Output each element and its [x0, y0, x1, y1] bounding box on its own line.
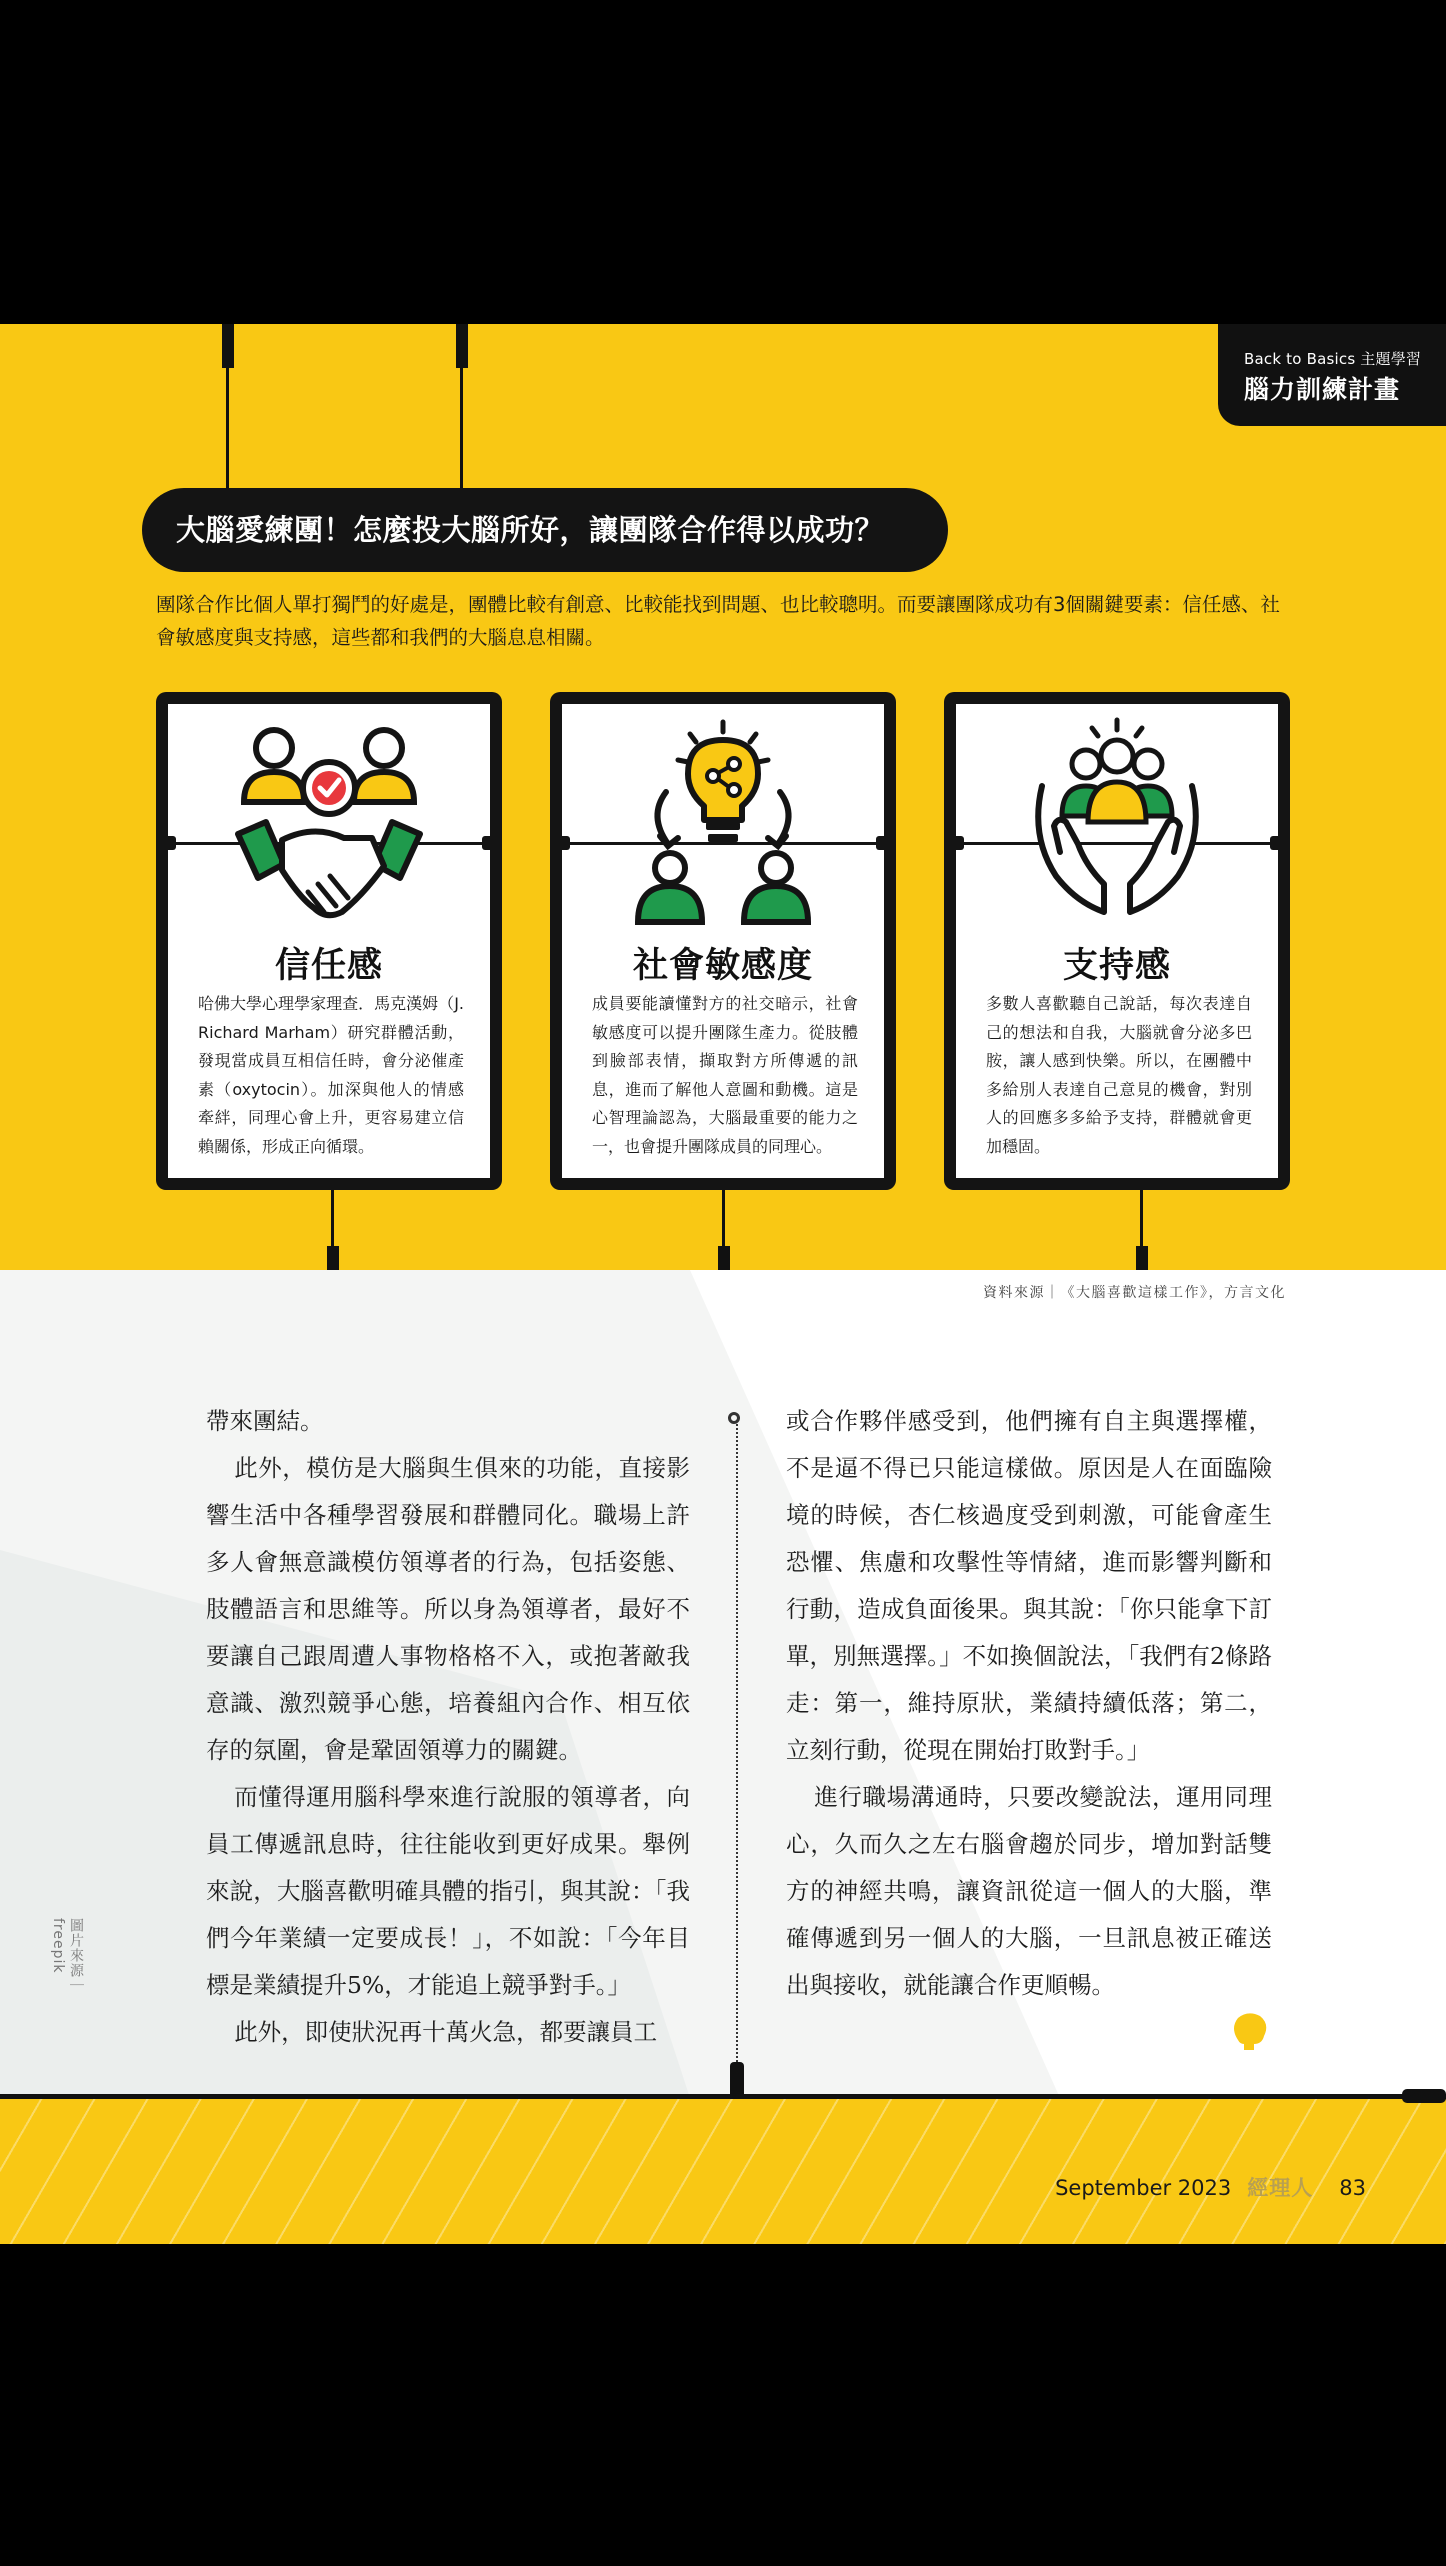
paragraph: 此外，模仿是大腦與生俱來的功能，直接影響生活中各種學習發展和群體同化。職場上許多人會無意識模仿領導者的行為，包括姿態、肢體語言和思維等。所以身為領導者，最好不要讓自己跟周遭人事物格格不入，或抱著敵我意識、激烈競爭心態，培養組內合作、相互依存的氛圍，會是鞏固領導力的關鍵。 — [206, 1454, 690, 1764]
card-rail-knob — [950, 836, 964, 850]
section-tag — [1218, 324, 1446, 426]
paragraph: 進行職場溝通時，只要改變說法，運用同理心，久而久之左右腦會趨於同步，增加對話雙方的神經共鳴，讓資訊從這一個人的大腦，準確傳遞到另一個人的大腦，一旦訊息被正確送出與接收，就能讓合作更順暢。 — [786, 1783, 1272, 1999]
card-support — [944, 692, 1290, 1190]
card-trust — [156, 692, 502, 1190]
magazine-name: 經理人 — [1247, 2176, 1314, 2200]
hanging-rod — [718, 1246, 730, 1270]
article-column-left — [206, 1398, 690, 2056]
column-divider — [736, 1420, 740, 2070]
card-social-sensitivity — [550, 692, 896, 1190]
feature-title: 大腦愛練團！怎麼投大腦所好，讓團隊合作得以成功？ — [142, 488, 948, 572]
hanging-rod — [327, 1246, 339, 1270]
card-title: 信任感 — [274, 946, 383, 986]
card-title: 支持感 — [1062, 946, 1171, 986]
bottom-margin — [0, 2244, 1446, 2566]
card-rail-knob — [482, 836, 496, 850]
paragraph: 帶來團結。 — [206, 1407, 324, 1435]
footer-rule — [0, 2094, 1446, 2099]
supporting-hands-icon — [1012, 716, 1222, 926]
column-divider-foot — [730, 2062, 744, 2098]
handshake-icon — [224, 716, 434, 926]
hanging-wire — [226, 366, 229, 490]
hanging-wire — [331, 1190, 334, 1250]
footer-band — [0, 2098, 1446, 2244]
card-rail-knob — [876, 836, 890, 850]
feature-intro: 團隊合作比個人單打獨鬥的好處是，團體比較有創意、比較能找到問題、也比較聰明。而要讓團隊成功有3個關鍵要素：信任感、社會敏感度與支持感，這些都和我們的大腦息息相關。 — [156, 593, 1280, 649]
card-rail-knob — [556, 836, 570, 850]
section-tag-zh: 腦力訓練計畫 — [1244, 375, 1401, 404]
card-body: 成員要能讀懂對方的社交暗示，社會敏感度可以提升團隊生產力。從肢體到臉部表情，擷取對方所傳遞的訊息，進而了解他人意圖和動機。這是心智理論認為，大腦最重要的能力之一，也會提升團隊成員的同理心。 — [592, 994, 858, 1156]
footer-rule-cap — [1402, 2089, 1446, 2103]
page-number: 83 — [1339, 2176, 1366, 2200]
hanging-rod — [222, 324, 234, 368]
card-body: 多數人喜歡聽自己說話，每次表達自己的想法和自我，大腦就會分泌多巴胺，讓人感到快樂。所以，在團體中多給別人表達自己意見的機會，對別人的回應多多給予支持，群體就會更加穩固。 — [986, 994, 1252, 1156]
data-source: 資料來源｜《大腦喜歡這樣工作》，方言文化 — [983, 1285, 1286, 1301]
hanging-wire — [722, 1190, 725, 1250]
article-column-right — [786, 1398, 1272, 2009]
card-body: 哈佛大學心理學家理查．馬克漢姆（J. Richard Marham）研究群體活動，發現當成員互相信任時，會分泌催產素（oxytocin）。加深與他人的情感牽絆，同理心會上升，更容易建立信賴關係，形成正向循環。 — [198, 994, 464, 1156]
photo-credit: 圖片來源｜freepik — [50, 1918, 84, 1993]
paragraph: 而懂得運用腦科學來進行說服的領導者，向員工傳遞訊息時，往往能收到更好成果。舉例來說，大腦喜歡明確具體的指引，與其說：「我們今年業績一定要成長！」，不如說：「今年目標是業績提升5%，才能追上競爭對手。」 — [206, 1783, 690, 1999]
card-rail-knob — [1270, 836, 1284, 850]
section-tag-en: Back to Basics 主題學習 — [1244, 350, 1422, 368]
lightbulb-share-icon — [618, 716, 828, 926]
card-rail-knob — [162, 836, 176, 850]
page-footer — [1055, 2172, 1366, 2202]
hanging-wire — [460, 366, 463, 490]
top-margin — [0, 0, 1446, 324]
card-title: 社會敏感度 — [632, 946, 813, 986]
hanging-wire — [1140, 1190, 1143, 1250]
hanging-rod — [456, 324, 468, 368]
hanging-rod — [1136, 1246, 1148, 1270]
issue-date: September 2023 — [1055, 2176, 1232, 2200]
paragraph: 或合作夥伴感受到，他們擁有自主與選擇權，不是逼不得已只能這樣做。原因是人在面臨險境的時候，杏仁核過度受到刺激，可能會產生恐懼、焦慮和攻擊性等情緒，進而影響判斷和行動，造成負面後果。與其說：「你只能拿下訂單，別無選擇。」不如換個說法，「我們有2條路走：第一，維持原狀，業績持續低落；第二，立刻行動，從現在開始打敗對手。」 — [786, 1407, 1272, 1764]
brain-end-mark-icon — [1230, 2010, 1268, 2050]
paragraph: 此外，即使狀況再十萬火急，都要讓員工 — [234, 2018, 658, 2046]
